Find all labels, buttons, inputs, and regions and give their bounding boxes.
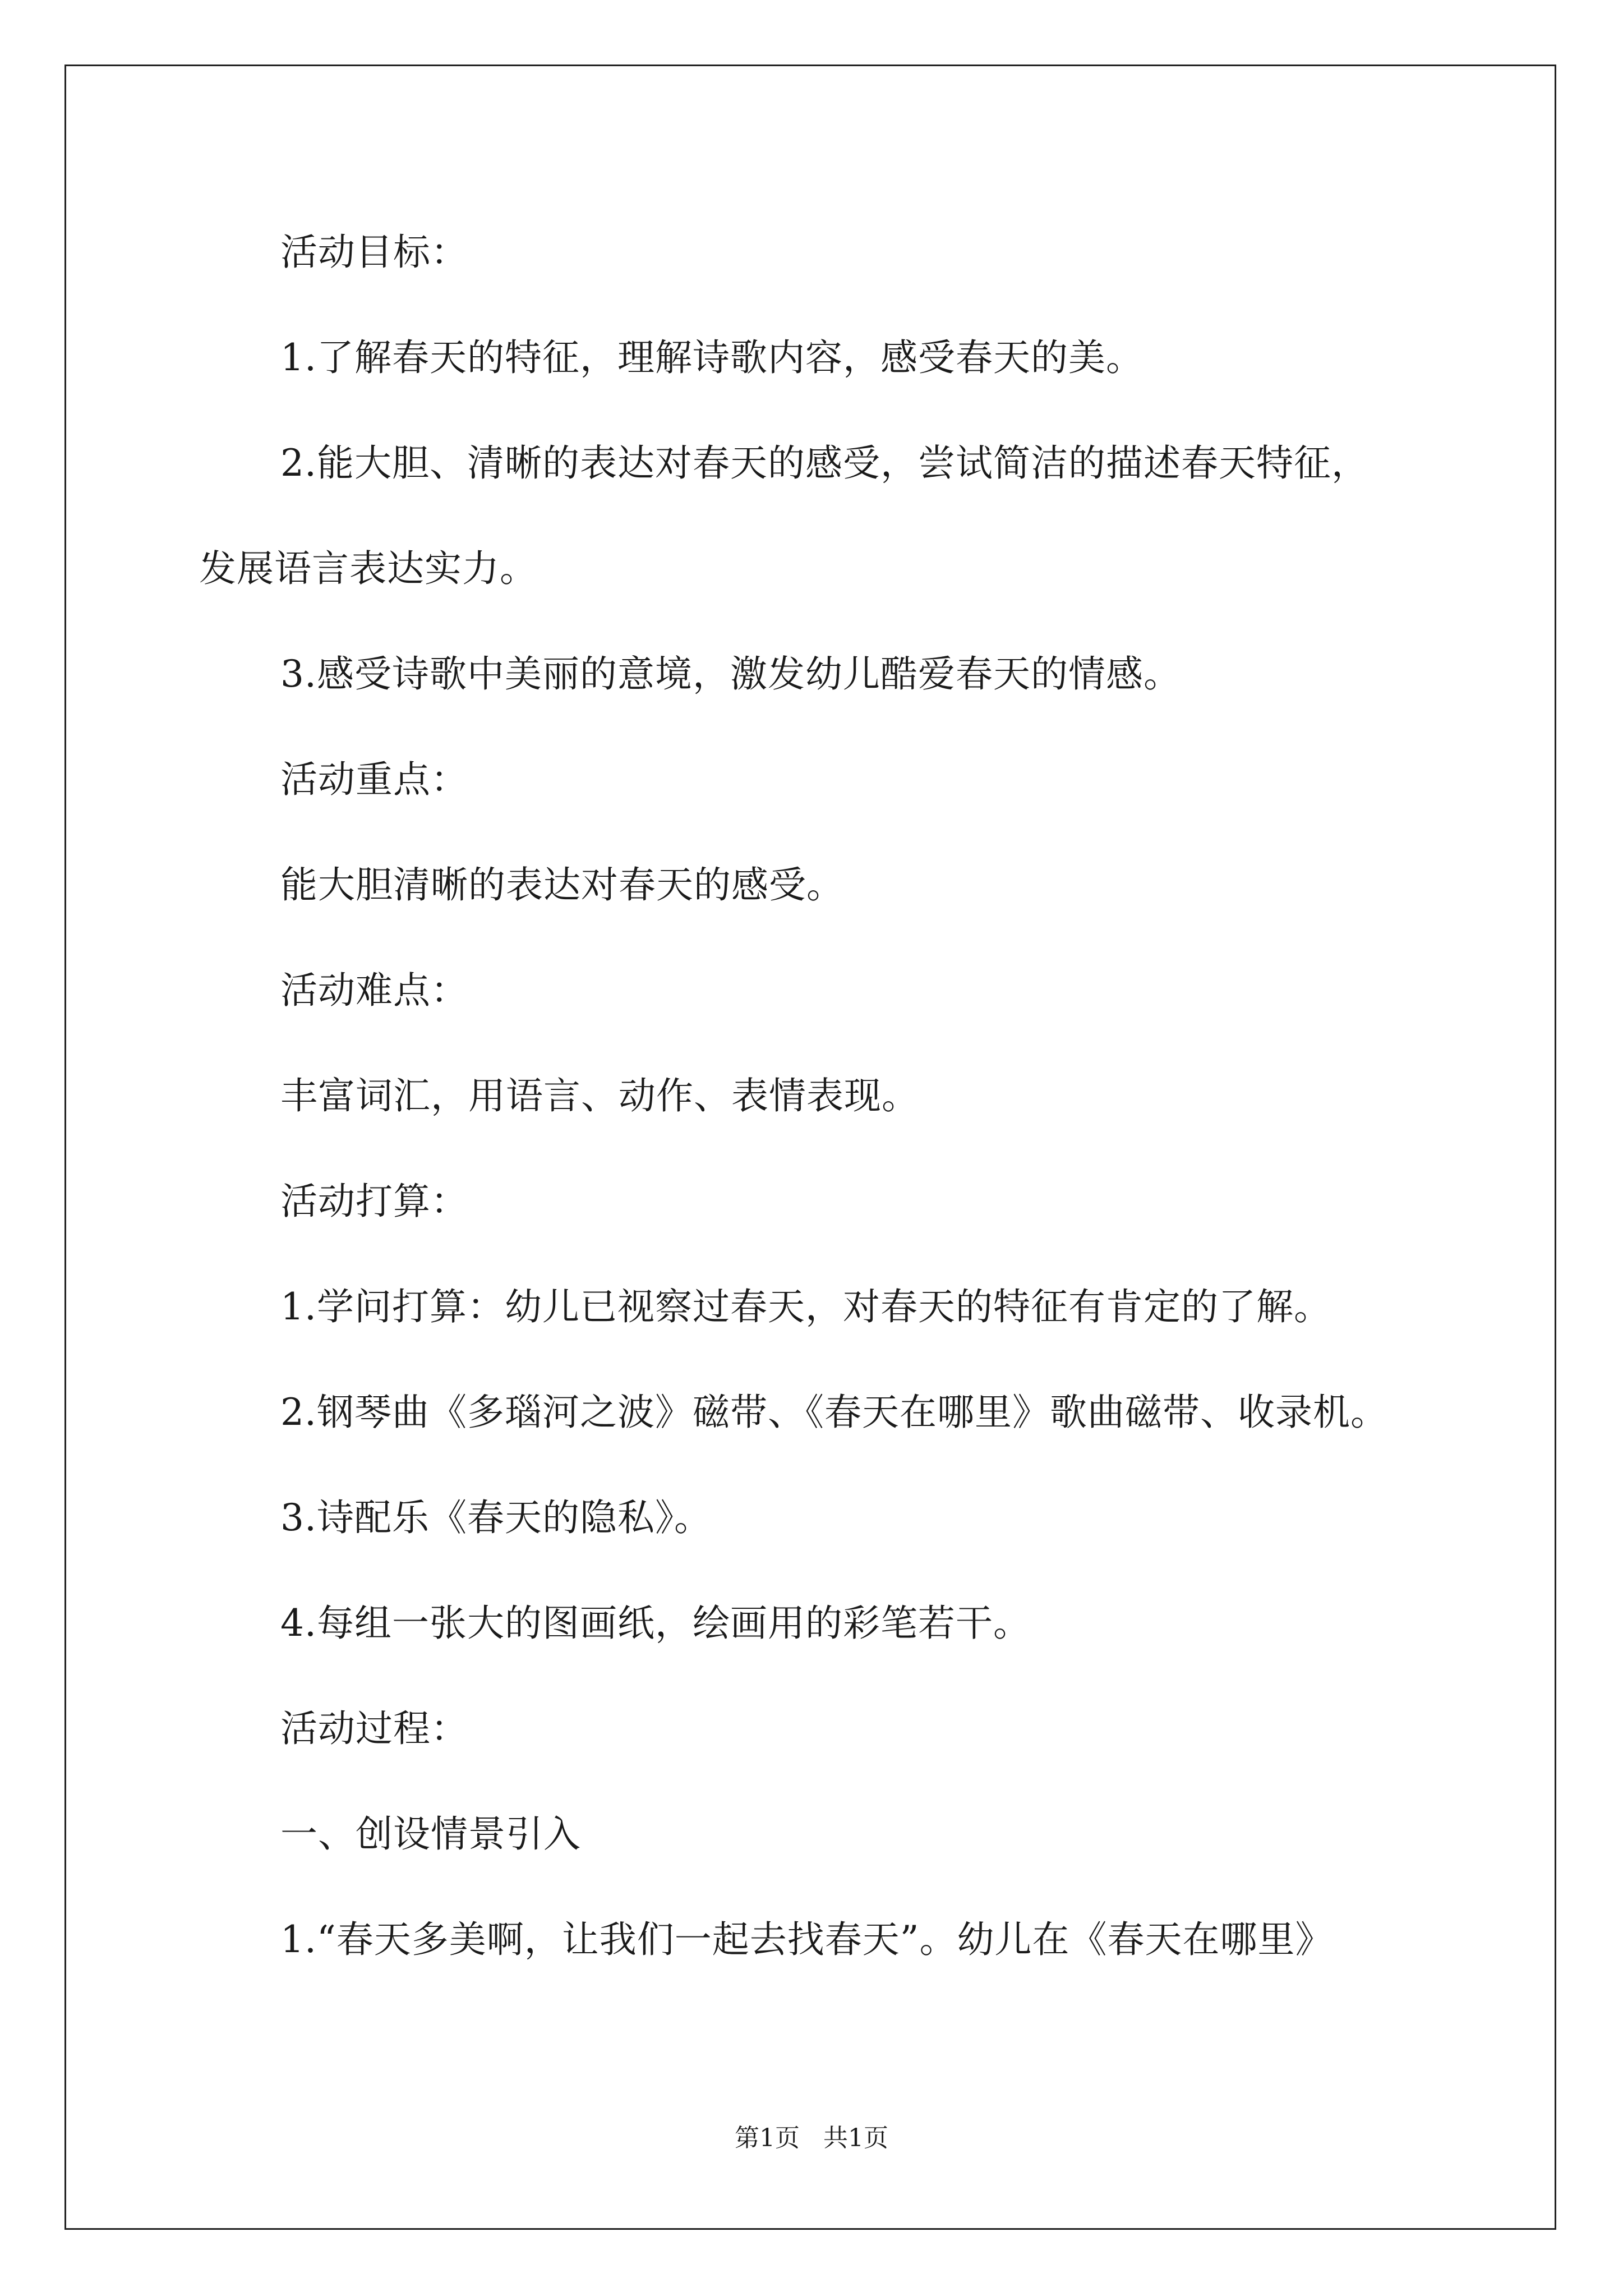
section-heading-goals: 活动目标： — [280, 231, 468, 274]
page-number-footer: 第1页 共1页 — [735, 2124, 888, 2152]
paragraph-line: 丰富词汇，用语言、动作、表情表现。 — [280, 1074, 919, 1117]
paragraph-line: 3.诗配乐《春天的隐私》。 — [280, 1496, 712, 1539]
paragraph-line: 发展语言表达实力。 — [199, 547, 537, 590]
section-heading-difficulty: 活动难点： — [280, 969, 468, 1012]
paragraph-line: 2.能大胆、清晰的表达对春天的感受，尝试简洁的描述春天特征， — [280, 441, 1369, 485]
paragraph-line: 1.了解春天的特征，理解诗歌内容，感受春天的美。 — [280, 336, 1144, 379]
section-heading-key-point: 活动重点： — [280, 758, 468, 801]
section-heading-preparation: 活动打算： — [280, 1180, 468, 1223]
paragraph-line: 能大胆清晰的表达对春天的感受。 — [280, 863, 844, 907]
section-heading-process: 活动过程： — [280, 1707, 468, 1750]
paragraph-line: 1.“春天多美啊，让我们一起去找春天”。幼儿在《春天在哪里》 — [280, 1918, 1333, 1961]
paragraph-line: 1.学问打算：幼儿已视察过春天，对春天的特征有肯定的了解。 — [280, 1285, 1331, 1328]
page-border — [64, 65, 1556, 2230]
paragraph-line: 一、创设情景引入 — [280, 1812, 581, 1856]
paragraph-line: 4.每组一张大的图画纸，绘画用的彩笔若干。 — [280, 1602, 1031, 1645]
paragraph-line: 2.钢琴曲《多瑙河之波》磁带、《春天在哪里》歌曲磁带、收录机。 — [280, 1391, 1388, 1434]
paragraph-line: 3.感受诗歌中美丽的意境，激发幼儿酷爱春天的情感。 — [280, 652, 1181, 696]
